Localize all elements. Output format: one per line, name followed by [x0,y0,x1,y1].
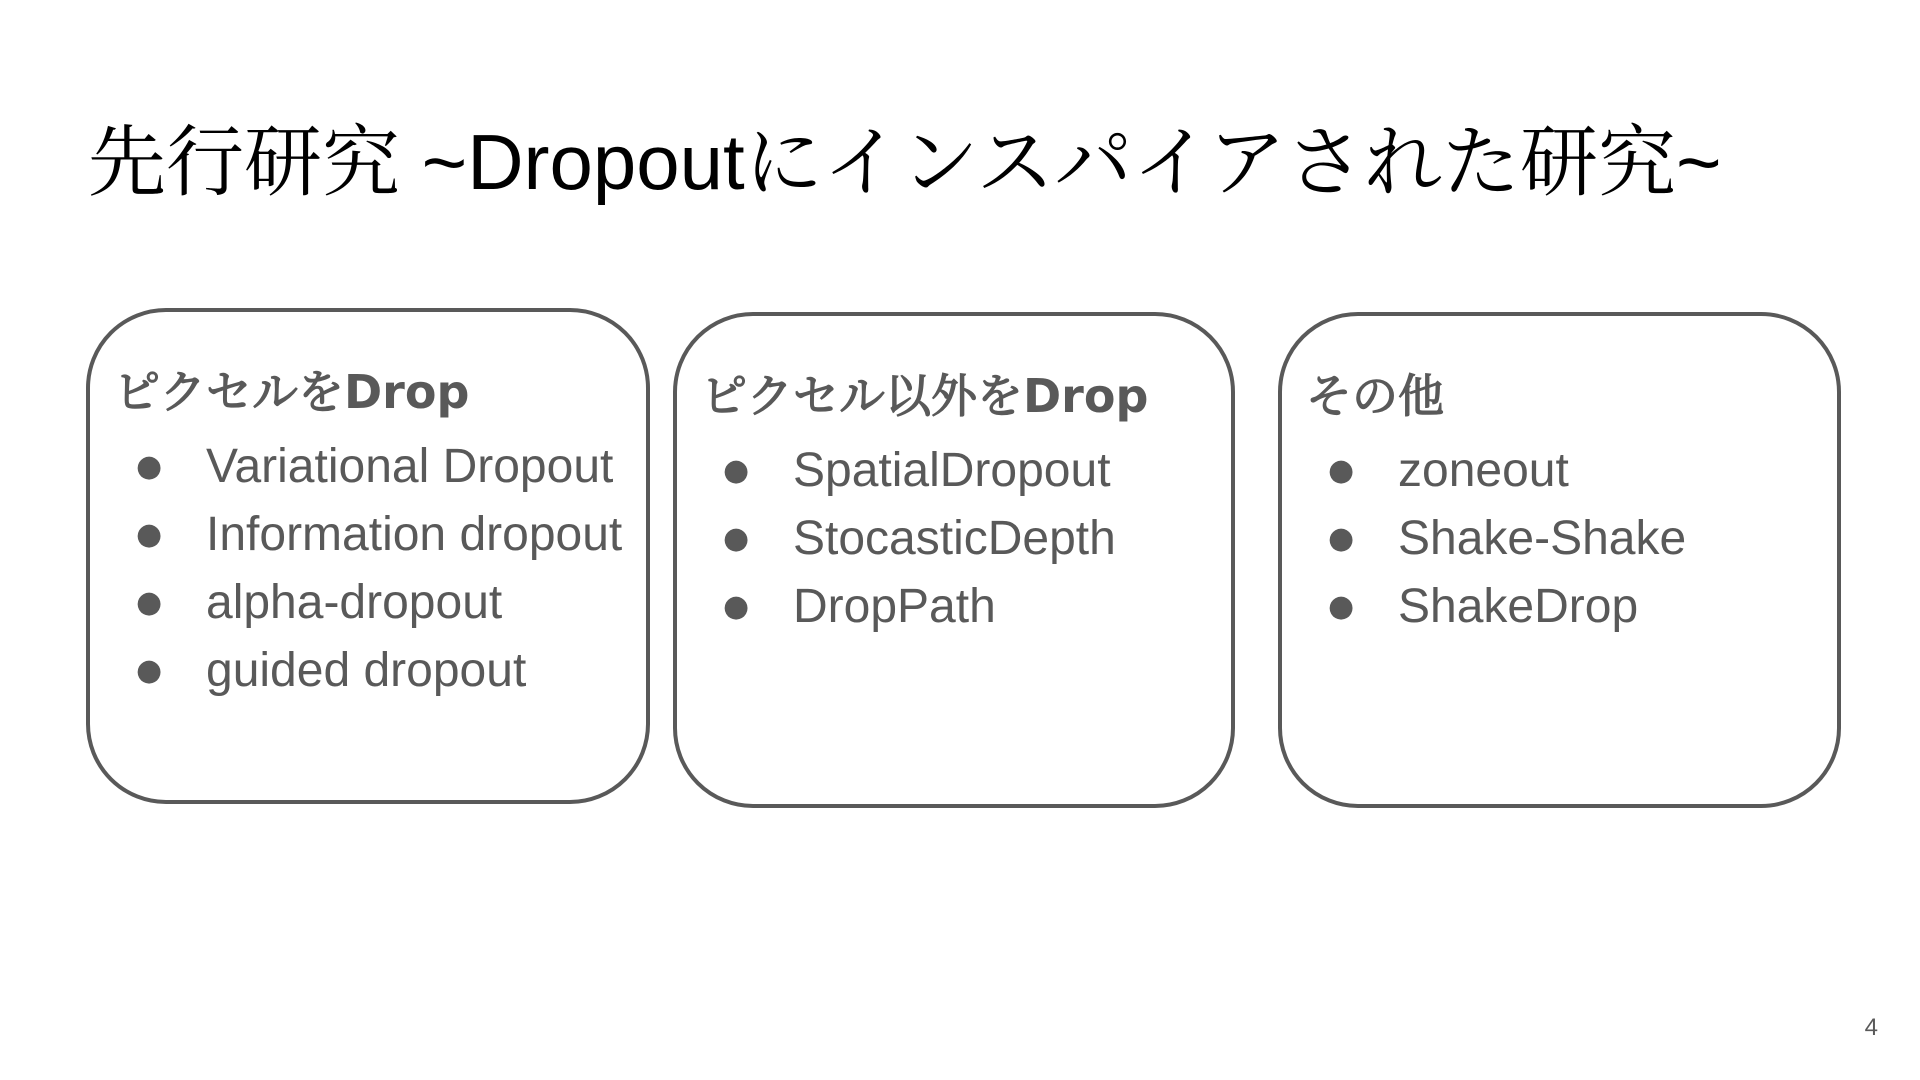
bullet-icon: ● [723,588,750,624]
list-item-text: ShakeDrop [1398,579,1639,633]
list-item [136,500,622,568]
card-others [1278,312,1841,808]
list-item [723,572,1116,640]
card-heading: ピクセルをDrop [114,365,470,419]
card-heading: ピクセル以外をDrop [701,369,1149,423]
bullet-icon: ● [136,516,163,552]
list-item [723,436,1116,504]
list-item-text: Shake-Shake [1398,511,1687,565]
card-pixel-drop [86,308,650,804]
list-item [1328,572,1686,640]
list-item-text: StocasticDepth [793,511,1116,565]
list-item-text: alpha-dropout [206,575,503,629]
list-item-text: SpatialDropout [793,443,1111,497]
bullet-list [1328,436,1686,640]
bullet-icon: ● [1328,588,1355,624]
list-item [136,432,622,500]
bullet-icon: ● [136,448,163,484]
list-item-text: zoneout [1398,443,1569,497]
list-item [723,504,1116,572]
list-item-text: Information dropout [206,507,623,561]
card-non-pixel-drop [673,312,1235,808]
slide-title: 先行研究 ~Dropoutにインスパイアされた研究~ [88,118,1722,206]
list-item-text: DropPath [793,579,996,633]
list-item [1328,504,1686,572]
page-number: 4 [1864,1014,1878,1041]
list-item-text: Variational Dropout [206,439,614,493]
bullet-icon: ● [1328,520,1355,556]
bullet-icon: ● [723,520,750,556]
card-heading: その他 [1306,369,1444,423]
list-item-text: guided dropout [206,643,527,697]
bullet-icon: ● [1328,452,1355,488]
list-item [1328,436,1686,504]
bullet-list [723,436,1116,640]
bullet-icon: ● [136,584,163,620]
list-item [136,636,622,704]
bullet-icon: ● [136,652,163,688]
list-item [136,568,622,636]
bullet-list [136,432,622,704]
bullet-icon: ● [723,452,750,488]
